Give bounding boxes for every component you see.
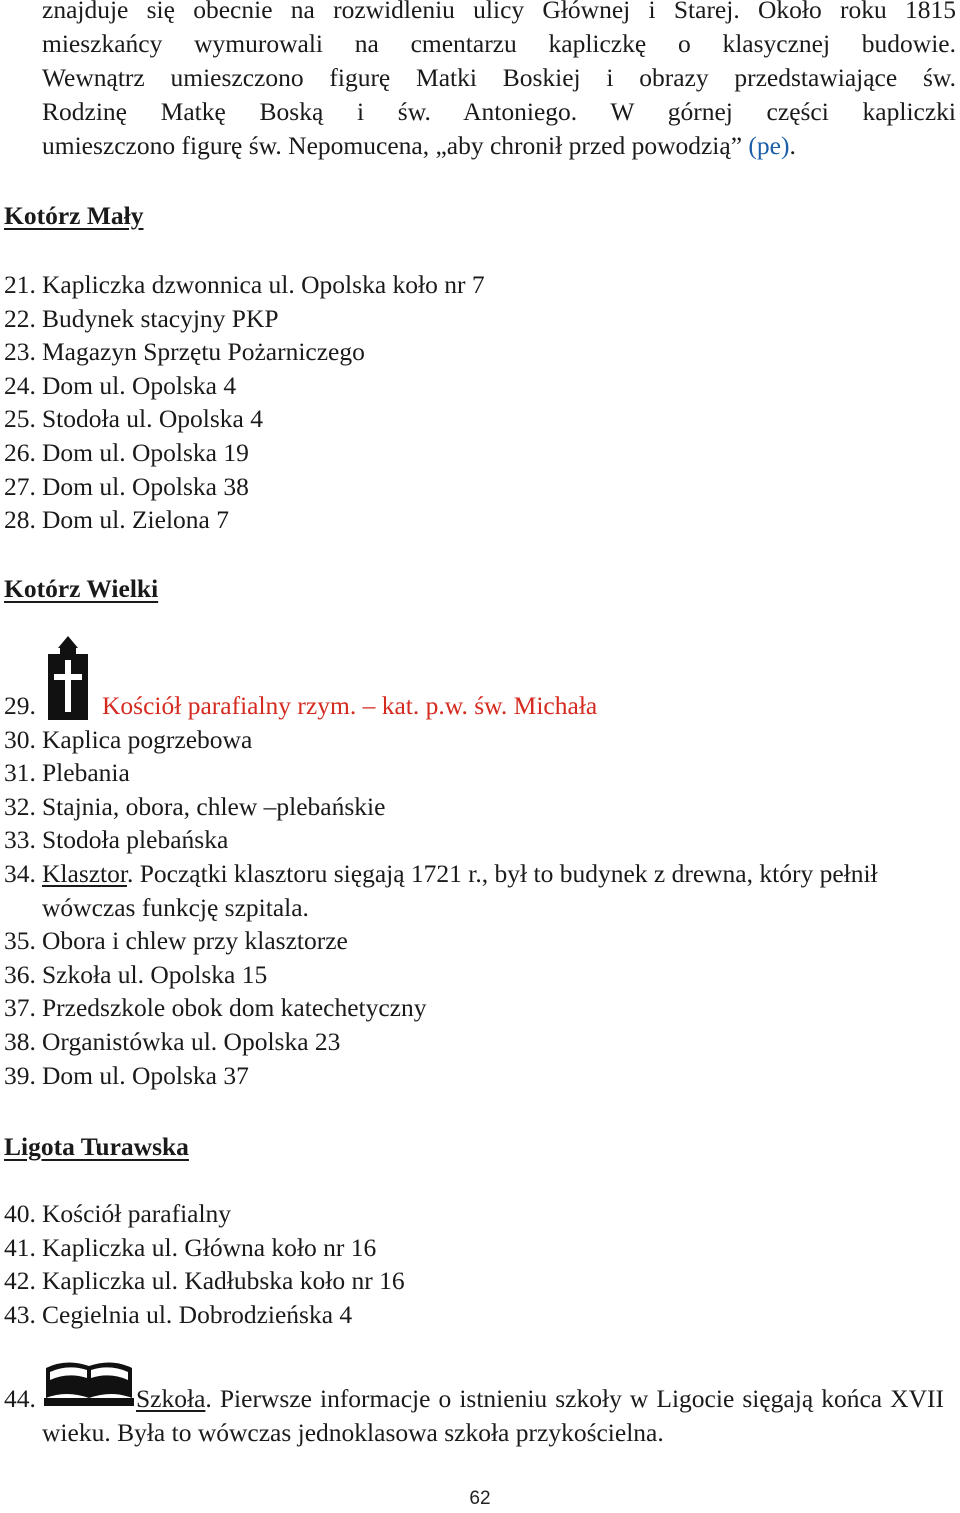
reference-link[interactable]: (pe): [748, 131, 790, 160]
item-number: 38.: [4, 1026, 36, 1056]
list-item: [4, 991, 944, 1025]
item-text: [42, 1382, 944, 1449]
list-item: [4, 268, 944, 302]
section-list-ligota-turawska-cont: [4, 1382, 944, 1449]
list-item: [4, 1382, 944, 1449]
item-number: 35.: [4, 926, 36, 956]
item-text-rest: . Początki klasztoru sięgają 1721 r., był to budynek z drewna, który pełnił wówczas funkcję szpitala.: [42, 858, 878, 922]
item-number: 33.: [4, 825, 36, 855]
item-link[interactable]: Szkoła: [136, 1384, 206, 1413]
list-item: [4, 924, 944, 958]
section-list-ligota-turawska: [4, 1197, 944, 1331]
intro-line: Wewnątrz umieszczono figurę Matki Boskiej i obrazy przedstawiające św.: [42, 63, 956, 92]
item-number: 39.: [4, 1060, 36, 1090]
intro-line-end: .: [789, 131, 796, 160]
intro-line: mieszkańcy wymurowali na cmentarzu kapliczkę o klasycznej budowie.: [42, 29, 956, 58]
item-text: Przedszkole obok dom katechetyczny: [42, 993, 427, 1023]
list-item: [4, 1059, 944, 1093]
section-heading-ligota-turawska: Ligota Turawska: [4, 1132, 189, 1161]
list-item: [4, 958, 944, 992]
list-item: [4, 756, 944, 790]
item-number: 34.: [4, 858, 36, 888]
item-text: Dom ul. Opolska 37: [42, 1060, 249, 1090]
item-number: 43.: [4, 1299, 36, 1329]
item-text: Stodoła plebańska: [42, 825, 229, 855]
item-link[interactable]: Klasztor: [42, 858, 127, 888]
item-text: Stodoła ul. Opolska 4: [42, 404, 263, 434]
item-text: Magazyn Sprzętu Pożarniczego: [42, 337, 365, 367]
list-item: [4, 1025, 944, 1059]
item-number: 37.: [4, 993, 36, 1023]
intro-line: [42, 129, 956, 163]
item-number: 21.: [4, 270, 36, 299]
item-text: Dom ul. Zielona 7: [42, 505, 229, 535]
item-number: 27.: [4, 471, 36, 501]
item-number: 36.: [4, 959, 36, 989]
list-item: [4, 503, 944, 537]
item-number: 42.: [4, 1266, 36, 1296]
intro-line: znajduje się obecnie na rozwidleniu ulicy Głównej i Starej. Około roku 1815: [42, 0, 956, 24]
item-number: 28.: [4, 505, 36, 535]
list-item: [4, 1298, 944, 1332]
list-item: [4, 1197, 944, 1231]
item-number: 41.: [4, 1232, 36, 1262]
item-number: 22.: [4, 303, 36, 333]
item-text: Kościół parafialny rzym. – kat. p.w. św. Michała: [102, 691, 598, 720]
list-item: [4, 369, 944, 403]
list-item: [4, 1264, 944, 1298]
item-text: Szkoła ul. Opolska 15: [42, 959, 268, 989]
item-text: Dom ul. Opolska 19: [42, 437, 249, 467]
item-number: 31.: [4, 758, 36, 788]
section-heading-kotorz-wielki: Kotórz Wielki: [4, 574, 159, 603]
list-item: [4, 302, 944, 336]
item-number: 29.: [4, 691, 36, 720]
item-number: 32.: [4, 791, 36, 821]
item-text: Organistówka ul. Opolska 23: [42, 1026, 341, 1056]
list-item: [4, 470, 944, 504]
list-item: [4, 689, 944, 723]
list-item: [4, 723, 944, 757]
item-text: Dom ul. Opolska 38: [42, 471, 249, 501]
item-text: Kapliczka ul. Główna koło nr 16: [42, 1232, 377, 1262]
list-item: [4, 857, 944, 924]
item-number: 25.: [4, 404, 36, 434]
item-text: [42, 857, 944, 924]
item-text: Stajnia, obora, chlew –plebańskie: [42, 791, 386, 821]
item-text: Plebania: [42, 758, 130, 788]
list-item: [4, 1231, 944, 1265]
item-text: Kapliczka ul. Kadłubska koło nr 16: [42, 1266, 405, 1296]
item-text-rest: . Pierwsze informacje o istnieniu szkoły w Ligocie sięgają końca XVII wieku. Była to wówczas jednoklasowa szkoła przykościelna.: [42, 1384, 944, 1447]
list-item: [4, 436, 944, 470]
section-heading-kotorz-maly: Kotórz Mały: [4, 201, 144, 230]
intro-line: Rodzinę Matkę Boską i św. Antoniego. W górnej części kapliczki: [42, 97, 956, 126]
item-number: 23.: [4, 337, 36, 367]
item-number: 26.: [4, 437, 36, 467]
list-item: [4, 335, 944, 369]
item-number: 40.: [4, 1199, 36, 1228]
item-number: 30.: [4, 724, 36, 754]
item-text: Kaplica pogrzebowa: [42, 724, 253, 754]
list-item: [4, 823, 944, 857]
section-list-kotorz-maly: [4, 268, 944, 537]
item-text: Kapliczka dzwonnica ul. Opolska koło nr 7: [42, 270, 485, 299]
item-text: Dom ul. Opolska 4: [42, 370, 237, 400]
item-text: Obora i chlew przy klasztorze: [42, 926, 348, 956]
page-number: 62: [469, 1488, 491, 1509]
item-text: Cegielnia ul. Dobrodzieńska 4: [42, 1299, 353, 1329]
item-text: Budynek stacyjny PKP: [42, 303, 279, 333]
intro-line-text: umieszczono figurę św. Nepomucena, „aby chronił przed powodzią”: [42, 131, 743, 160]
item-number: 24.: [4, 370, 36, 400]
item-number: 44.: [4, 1384, 36, 1413]
list-item: [4, 402, 944, 436]
section-list-kotorz-wielki: [4, 689, 944, 1092]
list-item: [4, 790, 944, 824]
item-text: Kościół parafialny: [42, 1199, 232, 1228]
intro-paragraph: [42, 0, 956, 163]
